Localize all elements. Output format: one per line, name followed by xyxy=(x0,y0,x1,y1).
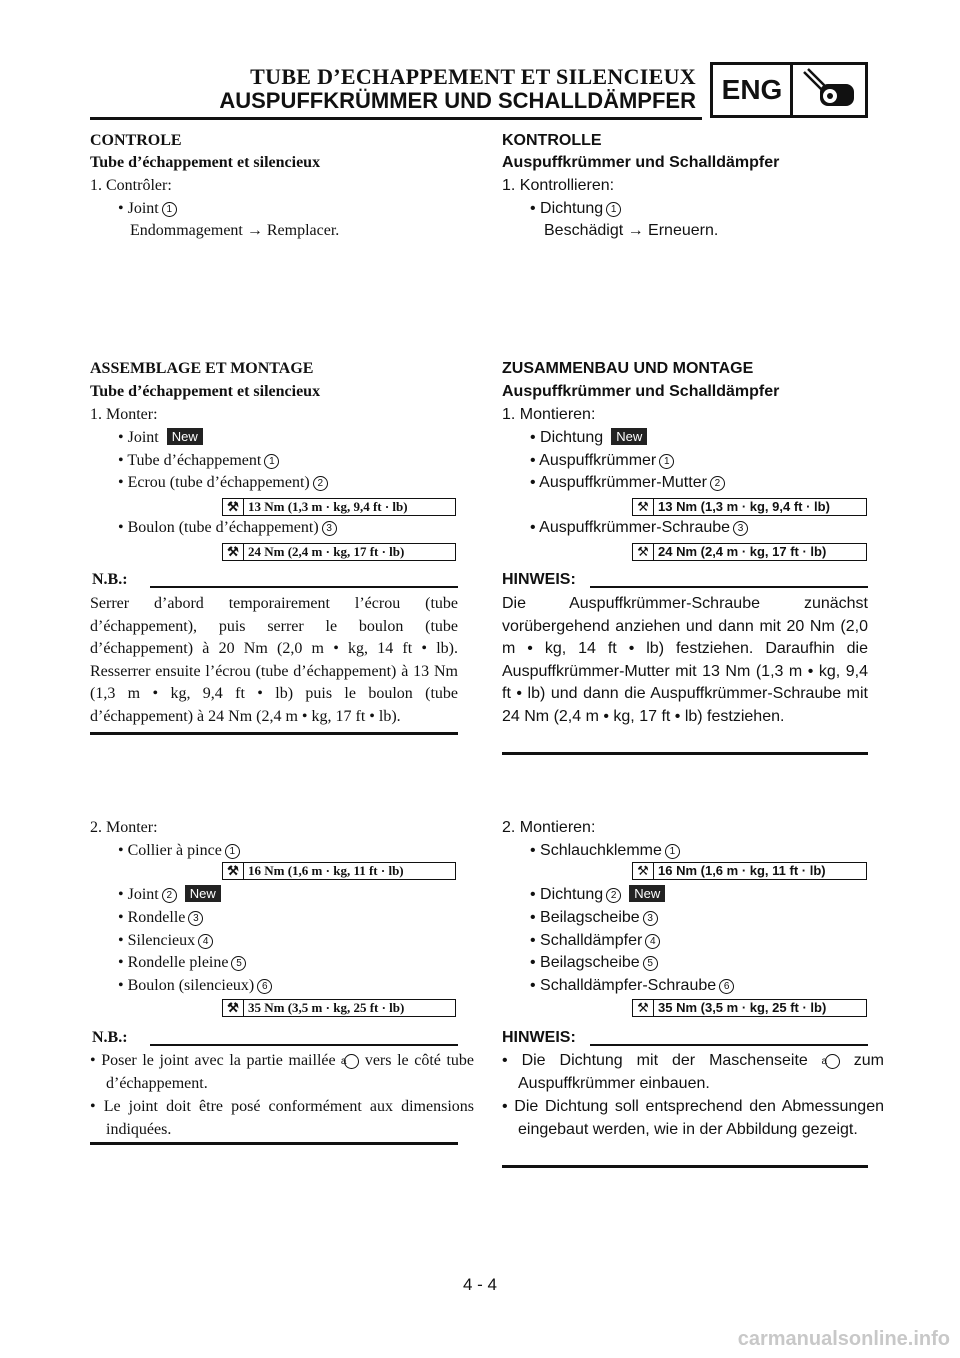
fr-s3-item-1: • Collier à pince 1 xyxy=(118,840,240,863)
header-title-de: AUSPUFFKRÜMMER UND SCHALLDÄMPFER xyxy=(219,88,696,113)
torque-wrench-icon: ⚒ xyxy=(223,863,244,879)
fr-s3-nb-2: • Le joint doit être posé conformément aux dimensions indiquées. xyxy=(90,1098,474,1138)
header-title-fr: TUBE D’ECHAPPEMENT ET SILENCIEUX xyxy=(250,64,696,89)
fr-s3-step: 2. Monter: xyxy=(90,819,158,836)
fr-s2-item-4: • Boulon (tube d’échappement) 3 xyxy=(118,517,337,540)
fr-s3-end-rule xyxy=(90,1142,458,1145)
fr-s2-torque-1: ⚒ 13 Nm (1,3 m · kg, 9,4 ft · lb) xyxy=(222,498,456,516)
fr-s2-nb-title: N.B.: xyxy=(92,571,128,588)
de-s3-item-2: • Dichtung 2 New xyxy=(530,884,665,907)
de-s2-nb-text: Die Auspuffkrümmer-Schraube zunächst vorübergehend anziehen und dann mit 20 Nm (2,0 m • kg, 14 ft • lb) festziehen. Daraufhin die Auspuffkrümmer-Mutter mit 13 Nm (1,3 m • kg, 9,4 ft • lb) und dann die Auspuffkrümmer-Schraube mit 24 Nm (2,4 m • kg, 17 ft • lb) festziehen. xyxy=(502,595,868,725)
fr-s3-item-5: • Rondelle pleine 5 xyxy=(118,952,246,975)
de-s3-end-rule xyxy=(502,1165,868,1168)
new-badge: New xyxy=(185,885,221,902)
fr-s3-nb-1: • Poser le joint avec la partie maillée a vers le côté tube d’échappement. xyxy=(90,1052,475,1092)
fr-s3-item-4: • Silencieux 4 xyxy=(118,930,213,953)
de-s3-item-3: • Beilagscheibe 3 xyxy=(530,907,658,930)
de-s1-item: • Dichtung 1 xyxy=(530,198,621,221)
de-s3-nb-1: • Die Dichtung mit der Maschenseite a zum Auspuffkrümmer einbauen. xyxy=(502,1052,885,1092)
torque-wrench-icon: ⚒ xyxy=(633,863,654,879)
new-badge: New xyxy=(167,428,203,445)
torque-wrench-icon: ⚒ xyxy=(633,499,654,515)
de-s3-nb-2: • Die Dichtung soll entsprechend den Abmessungen eingebaut werden, wie in der Abbildung gezeigt. xyxy=(502,1098,884,1138)
de-s2-step: 1. Montieren: xyxy=(502,406,596,423)
de-s2-item-1: • Dichtung New xyxy=(530,427,647,450)
torque-wrench-icon: ⚒ xyxy=(633,1000,654,1016)
de-s2-nb-rule xyxy=(590,586,868,588)
de-s3-item-1: • Schlauchklemme 1 xyxy=(530,840,680,863)
torque-wrench-icon: ⚒ xyxy=(223,1000,244,1016)
new-badge: New xyxy=(629,885,665,902)
fr-s2-item-3: • Ecrou (tube d’échappement) 2 xyxy=(118,472,328,495)
de-s1-subheading: Auspuffkrümmer und Schalldämpfer xyxy=(502,154,780,171)
fr-s1-step: 1. Contrôler: xyxy=(90,177,172,194)
header-rule xyxy=(90,117,702,120)
page-number: 4 - 4 xyxy=(462,1275,498,1294)
de-s3-torque-1: ⚒ 16 Nm (1,6 m · kg, 11 ft · lb) xyxy=(632,862,867,880)
torque-wrench-icon: ⚒ xyxy=(223,499,244,515)
new-badge: New xyxy=(611,428,647,445)
fr-s2-nb-text: Serrer d’abord temporairement l’écrou (tube d’échappement), puis serrer le boulon (tube d’échappement) à 20 Nm (2,0 m • kg, 14 ft • lb). Resserrer ensuite l’écrou (tube d’échappement) à 13 Nm (1,3 m • kg, 9,4 ft • lb) puis le boulon (tube d’échappement) à 24 Nm (2,4 m • kg, 17 ft • lb). xyxy=(90,595,458,725)
de-s3-item-5: • Beilagscheibe 5 xyxy=(530,952,658,975)
de-s2-item-4: • Auspuffkrümmer-Schraube 3 xyxy=(530,517,748,540)
torque-wrench-icon: ⚒ xyxy=(633,544,654,560)
fr-s1-item: • Joint 1 xyxy=(118,198,177,221)
de-s2-item-3: • Auspuffkrümmer-Mutter 2 xyxy=(530,472,725,495)
de-s3-nb-rule xyxy=(590,1044,868,1046)
de-s2-end-rule xyxy=(502,752,868,755)
wrench-and-part-icon xyxy=(798,66,862,114)
fr-s2-end-rule xyxy=(90,732,458,735)
de-s2-subheading: Auspuffkrümmer und Schalldämpfer xyxy=(502,383,780,400)
de-s3-torque-2: ⚒ 35 Nm (3,5 m · kg, 25 ft · lb) xyxy=(632,999,867,1017)
fr-s3-item-2: • Joint 2 New xyxy=(118,884,221,907)
de-s2-nb-title: HINWEIS: xyxy=(502,571,576,588)
fr-s2-item-1: • Joint New xyxy=(118,427,203,450)
fr-s3-item-6: • Boulon (silencieux) 6 xyxy=(118,975,272,998)
fr-s1-subheading: Tube d’échappement et silencieux xyxy=(90,154,321,171)
de-s2-torque-1: ⚒ 13 Nm (1,3 m · kg, 9,4 ft · lb) xyxy=(632,498,867,516)
de-s1-result: Beschädigt → Erneuern. xyxy=(544,222,719,239)
lang-box-divider xyxy=(790,62,793,118)
fr-s3-nb-title: N.B.: xyxy=(92,1029,128,1046)
de-s3-item-6: • Schalldämpfer-Schraube 6 xyxy=(530,975,734,998)
de-s2-heading: ZUSAMMENBAU UND MONTAGE xyxy=(502,360,754,377)
de-s3-step: 2. Montieren: xyxy=(502,819,596,836)
fr-s2-step: 1. Monter: xyxy=(90,406,158,423)
fr-s2-nb-rule xyxy=(150,586,458,588)
de-s3-item-4: • Schalldämpfer 4 xyxy=(530,930,660,953)
torque-wrench-icon: ⚒ xyxy=(223,544,244,560)
de-s3-nb-title: HINWEIS: xyxy=(502,1029,576,1046)
watermark: carmanualsonline.info xyxy=(737,1328,950,1350)
fr-s3-torque-1: ⚒ 16 Nm (1,6 m · kg, 11 ft · lb) xyxy=(222,862,456,880)
de-s2-item-2: • Auspuffkrümmer 1 xyxy=(530,450,674,473)
fr-s2-item-2: • Tube d’échappement 1 xyxy=(118,450,279,473)
fr-s3-nb-rule xyxy=(150,1044,458,1046)
de-s2-torque-2: ⚒ 24 Nm (2,4 m · kg, 17 ft · lb) xyxy=(632,543,867,561)
fr-s1-result: Endommagement → Remplacer. xyxy=(130,222,340,239)
fr-s3-torque-2: ⚒ 35 Nm (3,5 m · kg, 25 ft · lb) xyxy=(222,999,456,1017)
de-s1-step: 1. Kontrollieren: xyxy=(502,177,615,194)
lang-badge: ENG xyxy=(721,74,783,105)
fr-s2-torque-2: ⚒ 24 Nm (2,4 m · kg, 17 ft · lb) xyxy=(222,543,456,561)
fr-s1-heading: CONTROLE xyxy=(90,132,182,149)
fr-s3-item-3: • Rondelle 3 xyxy=(118,907,203,930)
de-s1-heading: KONTROLLE xyxy=(502,132,602,149)
fr-s2-subheading: Tube d’échappement et silencieux xyxy=(90,383,321,400)
fr-s2-heading: ASSEMBLAGE ET MONTAGE xyxy=(90,360,314,377)
